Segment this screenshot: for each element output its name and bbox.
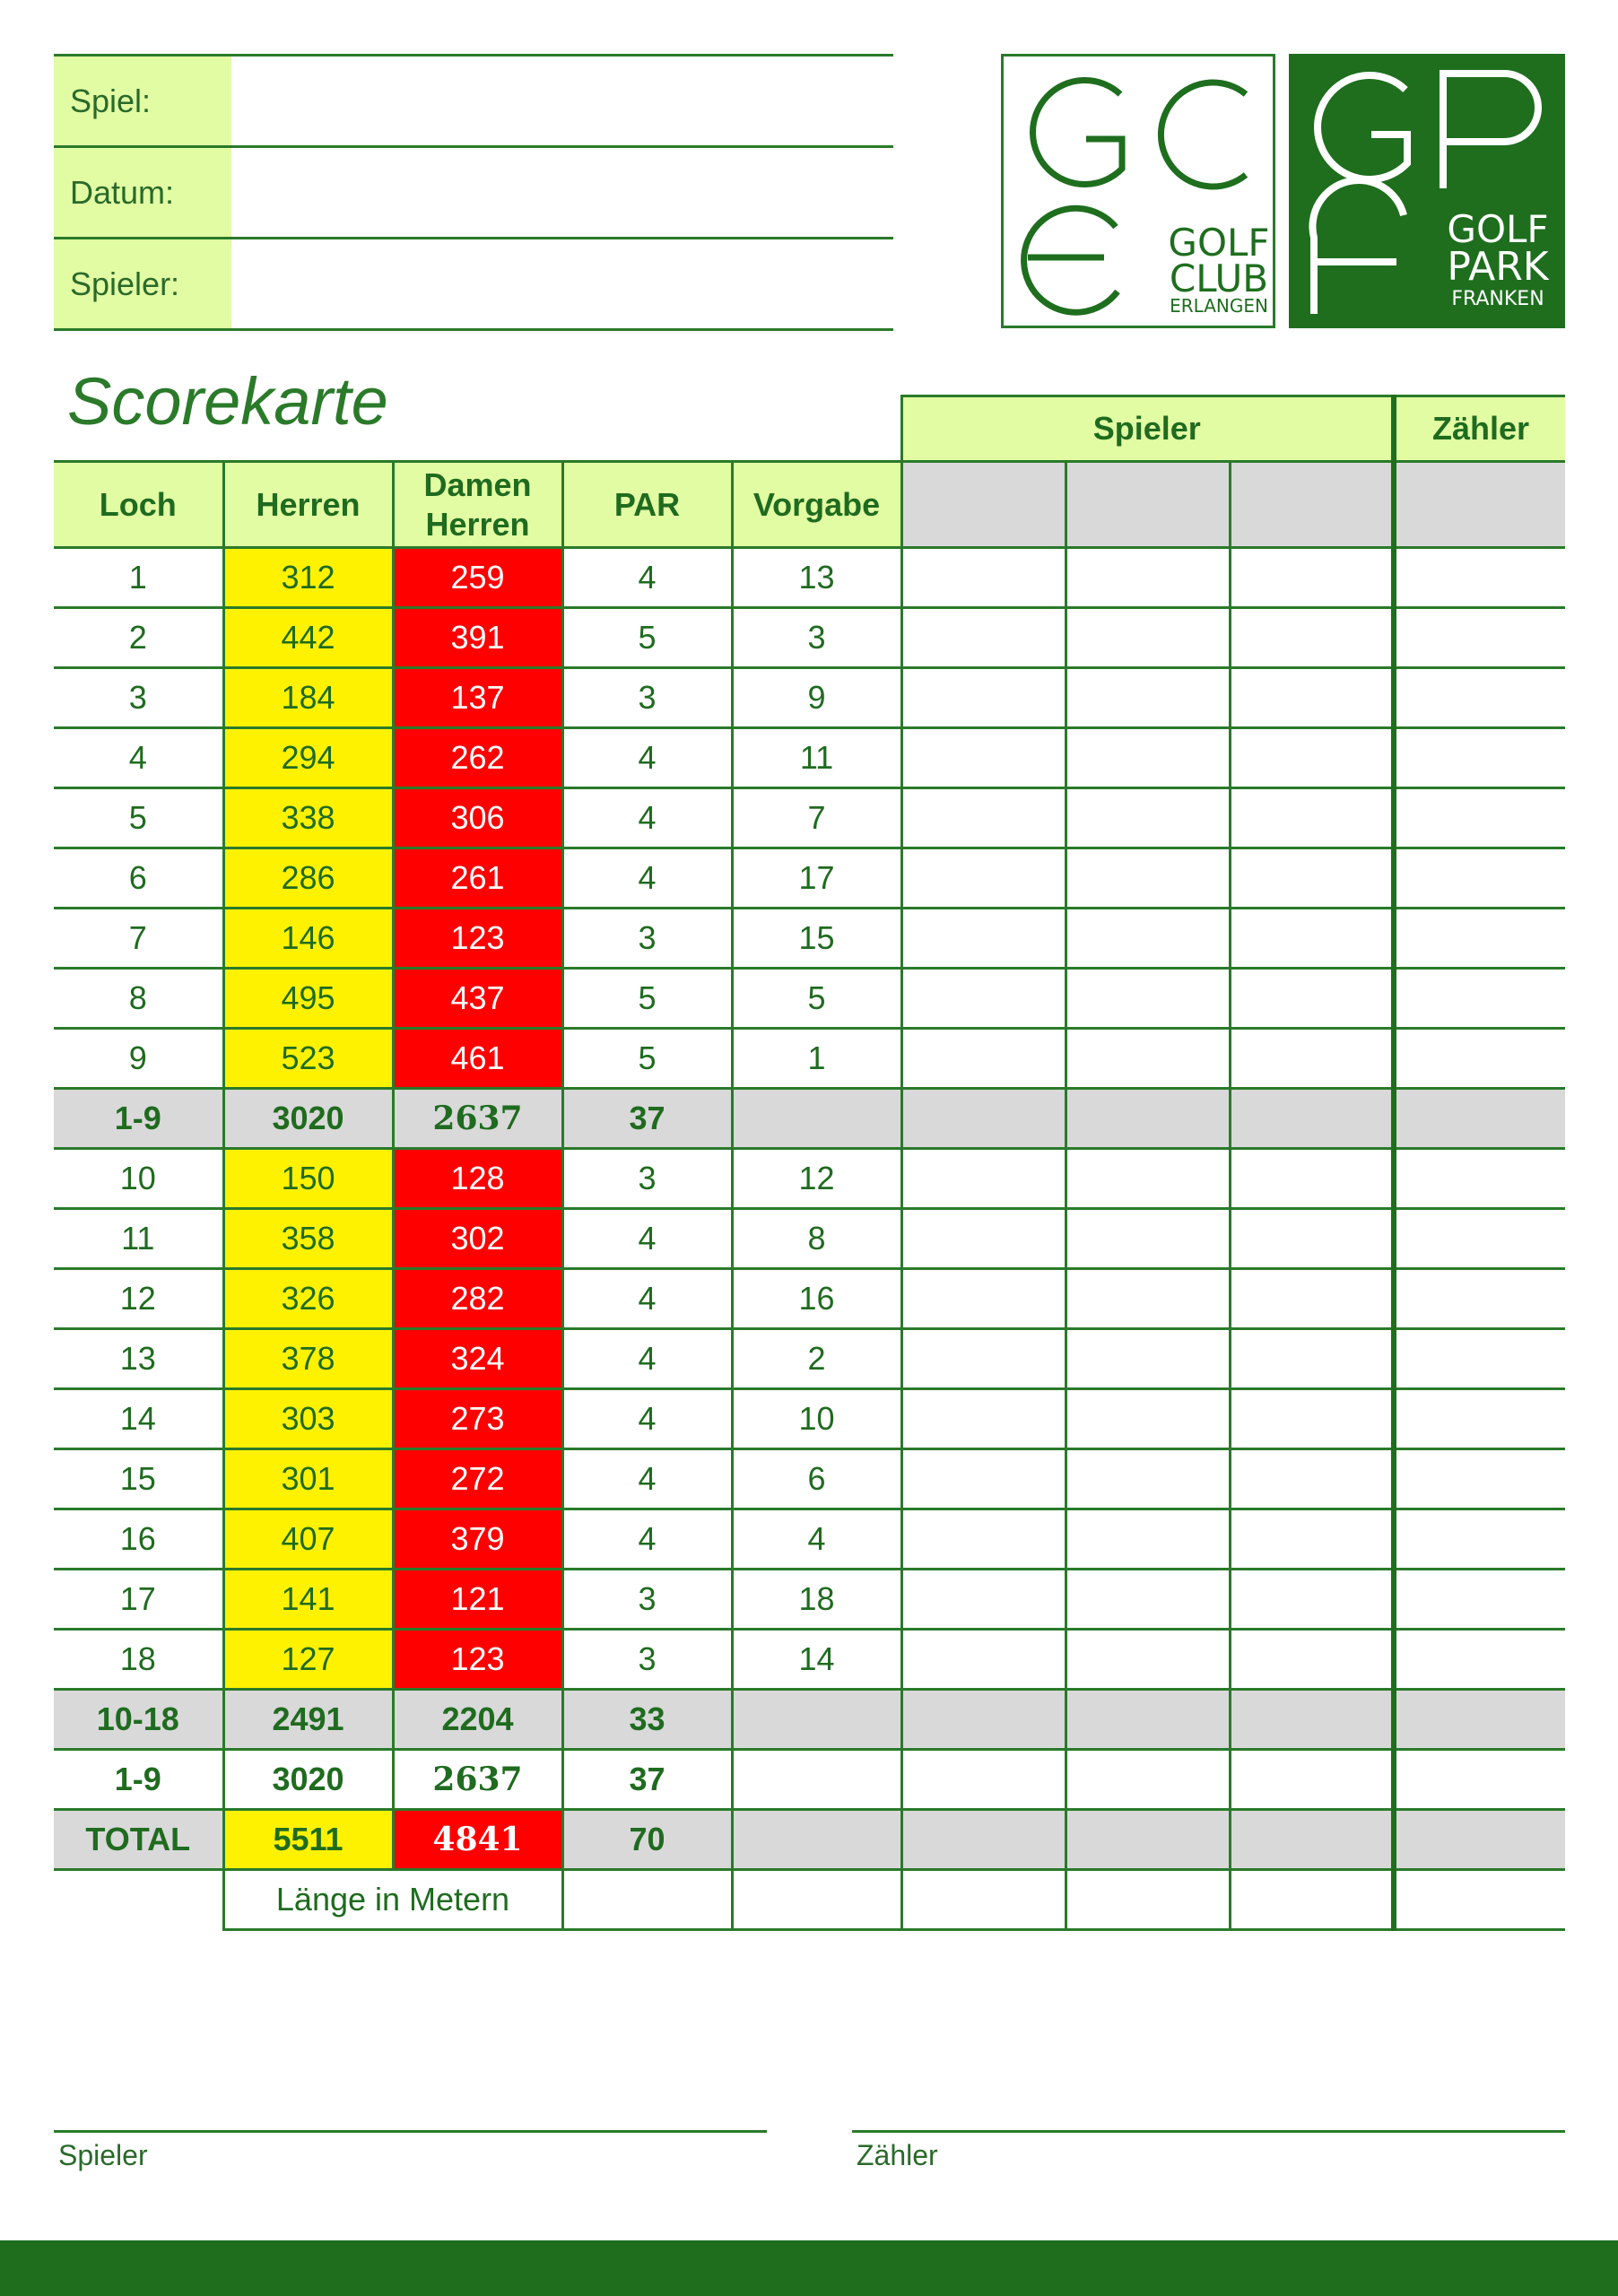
score-cell[interactable]: [1394, 1089, 1565, 1149]
score-cell[interactable]: [1230, 1630, 1394, 1690]
hole-number: 10: [54, 1149, 223, 1209]
score-cell[interactable]: [1394, 1509, 1565, 1570]
score-cell[interactable]: [901, 1810, 1066, 1870]
score-cell[interactable]: [1394, 969, 1565, 1029]
field-spieler-label: Spieler:: [54, 239, 231, 328]
col-header-vorgabe: Vorgabe: [732, 462, 901, 548]
col-header-herren: Herren: [223, 462, 393, 548]
score-cell[interactable]: [901, 1750, 1066, 1810]
hole-number: 8: [54, 969, 223, 1029]
score-cell[interactable]: [1230, 969, 1394, 1029]
hole-herren-length: 407: [223, 1509, 393, 1570]
score-cell[interactable]: [1066, 909, 1230, 969]
score-cell[interactable]: [1230, 788, 1394, 848]
header-fields: [54, 54, 893, 331]
score-cell[interactable]: [901, 1089, 1066, 1149]
hole-damen-length: 123: [393, 909, 562, 969]
score-cell[interactable]: [1066, 1329, 1230, 1389]
col-header-damen: Damen: [423, 466, 532, 504]
hole-par: 3: [562, 1570, 732, 1630]
hole-herren-length: 303: [223, 1389, 393, 1449]
subtotal-back-herren: 2491: [223, 1690, 393, 1750]
hole-herren-length: 184: [223, 668, 393, 728]
field-datum: [54, 148, 893, 239]
hole-damen-length: 306: [393, 788, 562, 848]
hole-row: [54, 548, 1565, 608]
length-footnote: Länge in Metern: [223, 1870, 562, 1930]
hole-number: 2: [54, 608, 223, 668]
score-cell[interactable]: [1230, 1209, 1394, 1269]
signature-label-zaehler: Zähler: [857, 2139, 938, 2171]
subtotal-back-vorgabe: [732, 1690, 901, 1750]
hole-row: [54, 728, 1565, 788]
hole-par: 3: [562, 1630, 732, 1690]
hole-vorgabe: 6: [732, 1449, 901, 1509]
hole-par: 4: [562, 1209, 732, 1269]
score-cell[interactable]: [1066, 1570, 1230, 1630]
score-cell[interactable]: [1394, 1690, 1565, 1750]
score-cell[interactable]: [1066, 1029, 1230, 1089]
score-cell[interactable]: [901, 788, 1066, 848]
score-cell[interactable]: [1066, 1630, 1230, 1690]
hole-damen-length: 259: [393, 548, 562, 608]
score-cell[interactable]: [1066, 848, 1230, 909]
total-herren: 5511: [223, 1810, 393, 1870]
subtotal-back-loch: 10-18: [54, 1690, 223, 1750]
hole-damen-length: 121: [393, 1570, 562, 1630]
hole-herren-length: 127: [223, 1630, 393, 1690]
hole-number: 9: [54, 1029, 223, 1089]
hole-damen-length: 128: [393, 1149, 562, 1209]
footer-bar: [0, 2240, 1618, 2296]
group-header-zaehler: Zähler: [1394, 396, 1565, 462]
group-header-row: [54, 396, 1565, 462]
hole-row: [54, 788, 1565, 848]
score-cell[interactable]: [1066, 668, 1230, 728]
hole-damen-length: 379: [393, 1509, 562, 1570]
hole-number: 16: [54, 1509, 223, 1570]
column-header-row: [54, 462, 1565, 548]
subtotal-front-repeat-row: [54, 1750, 1565, 1810]
footnote-cell: [562, 1870, 732, 1930]
score-cell[interactable]: [1394, 1269, 1565, 1329]
score-cell[interactable]: [1230, 1810, 1394, 1870]
gce-line3: ERLANGEN: [1170, 295, 1268, 317]
hole-herren-length: 286: [223, 848, 393, 909]
hole-number: 5: [54, 788, 223, 848]
hole-par: 4: [562, 1509, 732, 1570]
hole-par: 4: [562, 1389, 732, 1449]
hole-damen-length: 461: [393, 1029, 562, 1089]
score-cell[interactable]: [1066, 1269, 1230, 1329]
score-cell[interactable]: [1066, 1149, 1230, 1209]
gce-line2: CLUB: [1169, 257, 1269, 300]
hole-vorgabe: 17: [732, 848, 901, 909]
gpf-line1: GOLF: [1447, 207, 1549, 251]
hole-damen-length: 391: [393, 608, 562, 668]
score-cell[interactable]: [1066, 1810, 1230, 1870]
hole-number: 12: [54, 1269, 223, 1329]
hole-number: 18: [54, 1630, 223, 1690]
subtotal-front-repeat-par: 37: [562, 1750, 732, 1810]
score-cell[interactable]: [1230, 1509, 1394, 1570]
hole-damen-length: 262: [393, 728, 562, 788]
gce-line1: GOLF: [1168, 221, 1270, 265]
score-cell[interactable]: [1066, 1690, 1230, 1750]
hole-row: [54, 848, 1565, 909]
gpf-line2: PARK: [1447, 244, 1549, 290]
hole-number: 17: [54, 1570, 223, 1630]
field-spiel-input[interactable]: [231, 57, 893, 145]
hole-damen-length: 261: [393, 848, 562, 909]
hole-par: 4: [562, 848, 732, 909]
subtotal-front-repeat-damen: 2637: [393, 1750, 562, 1810]
subtotal-front-vorgabe: [732, 1089, 901, 1149]
score-cell[interactable]: [1066, 1509, 1230, 1570]
spieler-header-2[interactable]: [1066, 462, 1230, 548]
hole-herren-length: 378: [223, 1329, 393, 1389]
total-vorgabe: [732, 1810, 901, 1870]
hole-row: [54, 909, 1565, 969]
hole-par: 4: [562, 728, 732, 788]
score-cell[interactable]: [901, 728, 1066, 788]
score-cell[interactable]: [1394, 788, 1565, 848]
field-datum-label: Datum:: [54, 148, 231, 237]
hole-row: [54, 1509, 1565, 1570]
hole-vorgabe: 14: [732, 1630, 901, 1690]
hole-vorgabe: 16: [732, 1269, 901, 1329]
total-loch: TOTAL: [54, 1810, 223, 1870]
score-cell[interactable]: [1394, 1149, 1565, 1209]
back-nine: [54, 1149, 1565, 1690]
hole-herren-length: 301: [223, 1449, 393, 1509]
score-cell[interactable]: [1066, 1089, 1230, 1149]
score-cell[interactable]: [1394, 1570, 1565, 1630]
hole-number: 1: [54, 548, 223, 608]
gpf-line3: FRANKEN: [1451, 288, 1544, 310]
signature-label-spieler: Spieler: [58, 2139, 148, 2171]
hole-row: [54, 969, 1565, 1029]
subtotal-front-row: [54, 1089, 1565, 1149]
hole-herren-length: 326: [223, 1269, 393, 1329]
col-header-par: PAR: [562, 462, 732, 548]
hole-vorgabe: 18: [732, 1570, 901, 1630]
score-cell[interactable]: [1066, 788, 1230, 848]
score-cell[interactable]: [901, 1269, 1066, 1329]
footnote-cell: [732, 1870, 901, 1930]
score-cell[interactable]: [1394, 1329, 1565, 1389]
hole-row: [54, 1269, 1565, 1329]
footnote-spacer: [54, 1870, 223, 1930]
subtotal-front-par: 37: [562, 1089, 732, 1149]
hole-vorgabe: 11: [732, 728, 901, 788]
score-cell[interactable]: [1230, 1269, 1394, 1329]
score-cell[interactable]: [901, 1570, 1066, 1630]
hole-number: 11: [54, 1209, 223, 1269]
score-cell[interactable]: [1066, 1449, 1230, 1509]
subtotal-front-herren: 3020: [223, 1089, 393, 1149]
hole-herren-length: 523: [223, 1029, 393, 1089]
hole-number: 4: [54, 728, 223, 788]
col-header-loch: Loch: [54, 462, 223, 548]
golf-club-erlangen-logo: [1001, 54, 1275, 328]
score-cell[interactable]: [1230, 1089, 1394, 1149]
score-cell[interactable]: [1230, 1149, 1394, 1209]
hole-number: 14: [54, 1389, 223, 1449]
hole-par: 4: [562, 788, 732, 848]
field-datum-input[interactable]: [231, 148, 893, 237]
score-cell[interactable]: [1230, 608, 1394, 668]
score-cell[interactable]: [1230, 548, 1394, 608]
score-cell[interactable]: [1066, 728, 1230, 788]
hole-par: 5: [562, 969, 732, 1029]
score-cell[interactable]: [901, 1209, 1066, 1269]
hole-row: [54, 1209, 1565, 1269]
hole-number: 15: [54, 1449, 223, 1509]
hole-number: 6: [54, 848, 223, 909]
gpf-monogram-icon: [1289, 54, 1565, 328]
hole-damen-length: 437: [393, 969, 562, 1029]
subtotal-front-damen: 2637: [393, 1089, 562, 1149]
score-cell[interactable]: [1066, 969, 1230, 1029]
golf-park-franken-logo: [1289, 54, 1565, 328]
hole-number: 3: [54, 668, 223, 728]
score-cell[interactable]: [1394, 1750, 1565, 1810]
subtotal-front-repeat-herren: 3020: [223, 1750, 393, 1810]
hole-row: [54, 1389, 1565, 1449]
score-cell[interactable]: [901, 848, 1066, 909]
zaehler-header[interactable]: [1394, 462, 1565, 548]
subtotal-back-par: 33: [562, 1690, 732, 1750]
score-cell[interactable]: [1066, 548, 1230, 608]
score-cell[interactable]: [1394, 909, 1565, 969]
hole-herren-length: 442: [223, 608, 393, 668]
hole-par: 3: [562, 909, 732, 969]
total-row: [54, 1810, 1565, 1870]
hole-vorgabe: 9: [732, 668, 901, 728]
score-cell[interactable]: [901, 969, 1066, 1029]
gce-monogram-icon: [1004, 57, 1273, 326]
hole-herren-length: 294: [223, 728, 393, 788]
group-header-spieler: Spieler: [901, 396, 1394, 462]
score-cell[interactable]: [1230, 1750, 1394, 1810]
score-cell[interactable]: [1230, 1449, 1394, 1509]
field-spieler: [54, 239, 893, 331]
hole-par: 4: [562, 548, 732, 608]
hole-herren-length: 495: [223, 969, 393, 1029]
score-cell[interactable]: [901, 1389, 1066, 1449]
subtotal-back-damen: 2204: [393, 1690, 562, 1750]
hole-herren-length: 338: [223, 788, 393, 848]
field-spiel: [54, 57, 893, 148]
title-spacer: [54, 396, 901, 462]
hole-par: 4: [562, 1449, 732, 1509]
hole-vorgabe: 8: [732, 1209, 901, 1269]
score-cell[interactable]: [901, 1329, 1066, 1389]
signature-line-zaehler[interactable]: [852, 2130, 1565, 2133]
field-spieler-input[interactable]: [231, 239, 893, 328]
hole-vorgabe: 5: [732, 969, 901, 1029]
hole-row: [54, 608, 1565, 668]
score-cell[interactable]: [1230, 1329, 1394, 1389]
col-header-damen-sub: Herren: [425, 505, 530, 543]
subtotal-front-loch: 1-9: [54, 1089, 223, 1149]
score-cell[interactable]: [1230, 728, 1394, 788]
hole-row: [54, 668, 1565, 728]
score-cell[interactable]: [1394, 1630, 1565, 1690]
hole-damen-length: 123: [393, 1630, 562, 1690]
hole-herren-length: 150: [223, 1149, 393, 1209]
hole-vorgabe: 4: [732, 1509, 901, 1570]
total-par: 70: [562, 1810, 732, 1870]
score-cell[interactable]: [901, 1029, 1066, 1089]
score-cell[interactable]: [1394, 1449, 1565, 1509]
score-cell[interactable]: [1066, 1389, 1230, 1449]
spieler-header-1[interactable]: [901, 462, 1066, 548]
subtotal-front-repeat-loch: 1-9: [54, 1750, 223, 1810]
hole-vorgabe: 7: [732, 788, 901, 848]
col-header-damen-herren: [393, 462, 562, 548]
score-cell[interactable]: [1230, 1389, 1394, 1449]
hole-vorgabe: 2: [732, 1329, 901, 1389]
hole-herren-length: 312: [223, 548, 393, 608]
scorecard-table: [54, 395, 1565, 1931]
hole-herren-length: 146: [223, 909, 393, 969]
hole-row: [54, 1149, 1565, 1209]
score-cell[interactable]: [1230, 848, 1394, 909]
total-damen: 4841: [393, 1810, 562, 1870]
hole-row: [54, 1029, 1565, 1089]
hole-par: 3: [562, 668, 732, 728]
hole-damen-length: 137: [393, 668, 562, 728]
hole-par: 3: [562, 1149, 732, 1209]
front-nine: [54, 548, 1565, 1089]
score-cell[interactable]: [1394, 548, 1565, 608]
score-cell[interactable]: [1066, 1870, 1230, 1930]
score-cell[interactable]: [1230, 668, 1394, 728]
score-cell[interactable]: [901, 608, 1066, 668]
hole-damen-length: 273: [393, 1389, 562, 1449]
hole-number: 13: [54, 1329, 223, 1389]
field-spiel-label: Spiel:: [54, 57, 231, 145]
score-cell[interactable]: [1394, 848, 1565, 909]
hole-number: 7: [54, 909, 223, 969]
score-cell[interactable]: [901, 1870, 1066, 1930]
score-cell[interactable]: [1394, 668, 1565, 728]
hole-damen-length: 282: [393, 1269, 562, 1329]
hole-damen-length: 324: [393, 1329, 562, 1389]
hole-herren-length: 141: [223, 1570, 393, 1630]
score-cell[interactable]: [1230, 1690, 1394, 1750]
score-cell[interactable]: [1066, 608, 1230, 668]
score-cell[interactable]: [901, 1690, 1066, 1750]
score-cell[interactable]: [901, 1630, 1066, 1690]
hole-damen-length: 272: [393, 1449, 562, 1509]
score-cell[interactable]: [901, 668, 1066, 728]
hole-vorgabe: 13: [732, 548, 901, 608]
hole-damen-length: 302: [393, 1209, 562, 1269]
hole-vorgabe: 10: [732, 1389, 901, 1449]
hole-row: [54, 1329, 1565, 1389]
hole-vorgabe: 3: [732, 608, 901, 668]
hole-par: 5: [562, 1029, 732, 1089]
hole-row: [54, 1570, 1565, 1630]
hole-vorgabe: 15: [732, 909, 901, 969]
score-cell[interactable]: [901, 1149, 1066, 1209]
score-cell[interactable]: [1066, 1750, 1230, 1810]
signature-line-spieler[interactable]: [54, 2130, 767, 2133]
score-cell[interactable]: [1394, 1029, 1565, 1089]
score-cell[interactable]: [901, 909, 1066, 969]
score-cell[interactable]: [1394, 1389, 1565, 1449]
score-cell[interactable]: [901, 1449, 1066, 1509]
score-cell[interactable]: [1394, 608, 1565, 668]
page-title: Scorekarte: [67, 364, 388, 439]
hole-vorgabe: 12: [732, 1149, 901, 1209]
hole-row: [54, 1630, 1565, 1690]
score-cell[interactable]: [1230, 1570, 1394, 1630]
score-cell[interactable]: [901, 1509, 1066, 1570]
hole-par: 4: [562, 1329, 732, 1389]
subtotal-front-repeat-vorgabe: [732, 1750, 901, 1810]
subtotal-back-row: [54, 1690, 1565, 1750]
score-cell[interactable]: [1230, 1870, 1394, 1930]
score-cell[interactable]: [1230, 1029, 1394, 1089]
score-cell[interactable]: [1394, 728, 1565, 788]
score-cell[interactable]: [1230, 909, 1394, 969]
hole-row: [54, 1449, 1565, 1509]
score-cell[interactable]: [901, 548, 1066, 608]
hole-par: 4: [562, 1269, 732, 1329]
score-cell[interactable]: [1394, 1810, 1565, 1870]
spieler-header-3[interactable]: [1230, 462, 1394, 548]
hole-vorgabe: 1: [732, 1029, 901, 1089]
hole-par: 5: [562, 608, 732, 668]
hole-herren-length: 358: [223, 1209, 393, 1269]
score-cell[interactable]: [1394, 1870, 1565, 1930]
score-cell[interactable]: [1066, 1209, 1230, 1269]
footnote-row: [54, 1870, 1565, 1930]
score-cell[interactable]: [1394, 1209, 1565, 1269]
